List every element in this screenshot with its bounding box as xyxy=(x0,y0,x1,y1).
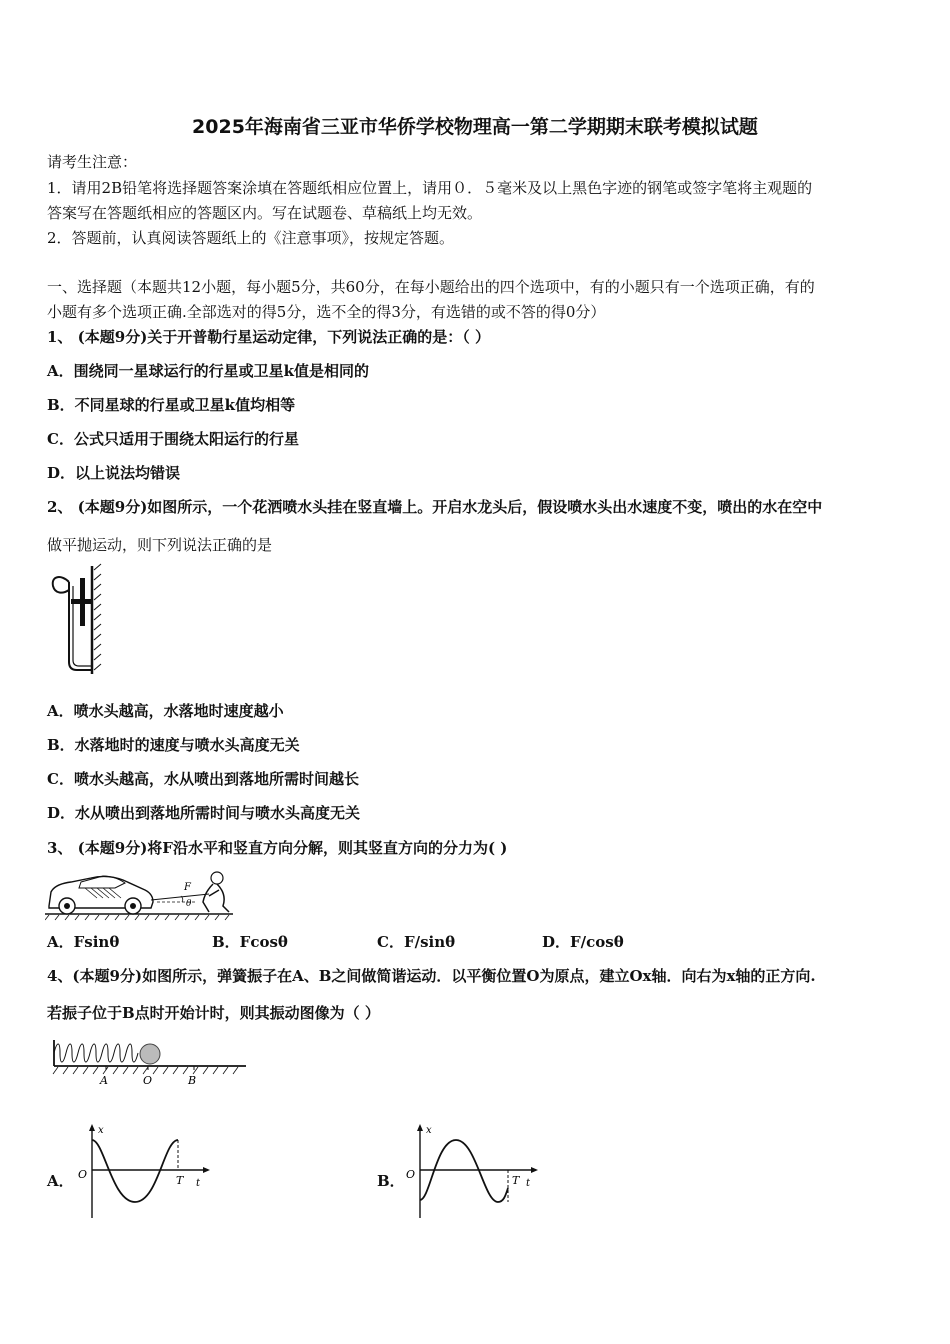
page-title: 2025年海南省三亚市华侨学校物理高一第二学期期末联考模拟试题 xyxy=(192,116,758,138)
angle-label: θ xyxy=(186,899,192,909)
q3-option-d: D．F/cosθ xyxy=(542,933,624,951)
q3-option-b: B．Fcosθ xyxy=(212,933,288,951)
q1-option-b: B．不同星球的行星或卫星k值均相等 xyxy=(47,396,296,414)
q4-stem-line-2: 若振子位于B点时开始计时，则其振动图像为（ ） xyxy=(47,1004,380,1022)
notice-heading: 请考生注意： xyxy=(47,153,138,171)
q1-option-c: C．公式只适用于围绕太阳运行的行星 xyxy=(47,430,299,448)
point-a-label: A xyxy=(100,1074,108,1087)
graph-b-t-label: t xyxy=(526,1178,531,1189)
point-b-label: B xyxy=(188,1074,197,1087)
q2-option-d: D．水从喷出到落地所需时间与喷水头高度无关 xyxy=(47,804,361,822)
notice-line-1b: 答案写在答题纸相应的答题区内。写在试题卷、草稿纸上均无效。 xyxy=(47,204,483,222)
car-pull-figure xyxy=(45,866,233,922)
q4-option-b-graph xyxy=(400,1122,542,1222)
q4-option-b-label: B． xyxy=(377,1172,405,1190)
spring-oscillator-figure xyxy=(48,1036,248,1088)
graph-a-origin-label: O xyxy=(78,1168,88,1181)
q3-option-a: A．Fsinθ xyxy=(47,933,120,951)
q1-option-d: D．以上说法均错误 xyxy=(47,464,181,482)
section-heading-line-2: 小题有多个选项正确.全部选对的得5分，选不全的得3分，有选错的或不答的得0分） xyxy=(47,303,606,321)
q2-option-b: B．水落地时的速度与喷水头高度无关 xyxy=(47,736,300,754)
point-o-label: O xyxy=(143,1074,153,1087)
force-label: F xyxy=(184,882,191,893)
graph-b-origin-label: O xyxy=(406,1168,416,1181)
graph-a-x-label: x xyxy=(98,1125,104,1136)
q2-stem-line-2: 做平抛运动，则下列说法正确的是 xyxy=(47,536,273,554)
section-heading-line-1: 一、选择题（本题共12小题，每小题5分，共60分，在每小题给出的四个选项中，有的小题只有一个选项正确，有的 xyxy=(47,278,815,296)
q3-option-c: C．F/sinθ xyxy=(377,933,456,951)
q1-stem: 1、 (本题9分)关于开普勒行星运动定律，下列说法正确的是：（ ） xyxy=(47,328,491,346)
q2-option-a: A．喷水头越高，水落地时速度越小 xyxy=(47,702,284,720)
q4-option-a-graph xyxy=(72,1122,214,1222)
graph-b-x-label: x xyxy=(426,1125,432,1136)
graph-b-period-label: T xyxy=(512,1174,520,1187)
q4-option-a-label: A． xyxy=(47,1172,74,1190)
q1-option-a: A．围绕同一星球运行的行星或卫星k值是相同的 xyxy=(47,362,370,380)
q3-stem: 3、 (本题9分)将F沿水平和竖直方向分解，则其竖直方向的分力为( ) xyxy=(47,839,508,857)
notice-line-2: 2．答题前，认真阅读答题纸上的《注意事项》，按规定答题。 xyxy=(47,229,455,247)
q4-stem-line-1: 4、(本题9分)如图所示，弹簧振子在A、B之间做简谐运动．以平衡位置O为原点，建立Ox轴．向右为x轴的正方向. xyxy=(47,967,816,985)
shower-head-figure xyxy=(45,562,105,680)
graph-a-t-label: t xyxy=(196,1178,201,1189)
q2-option-c: C．喷水头越高，水从喷出到落地所需时间越长 xyxy=(47,770,359,788)
notice-line-1a: 1．请用2B铅笔将选择题答案涂填在答题纸相应位置上，请用０．５毫米及以上黑色字迹的钢笔或签字笔将主观题的 xyxy=(47,179,813,197)
graph-a-period-label: T xyxy=(176,1174,184,1187)
q2-stem-line-1: 2、 (本题9分)如图所示，一个花洒喷水头挂在竖直墙上。开启水龙头后，假设喷水头出水速度不变，喷出的水在空中 xyxy=(47,498,823,516)
